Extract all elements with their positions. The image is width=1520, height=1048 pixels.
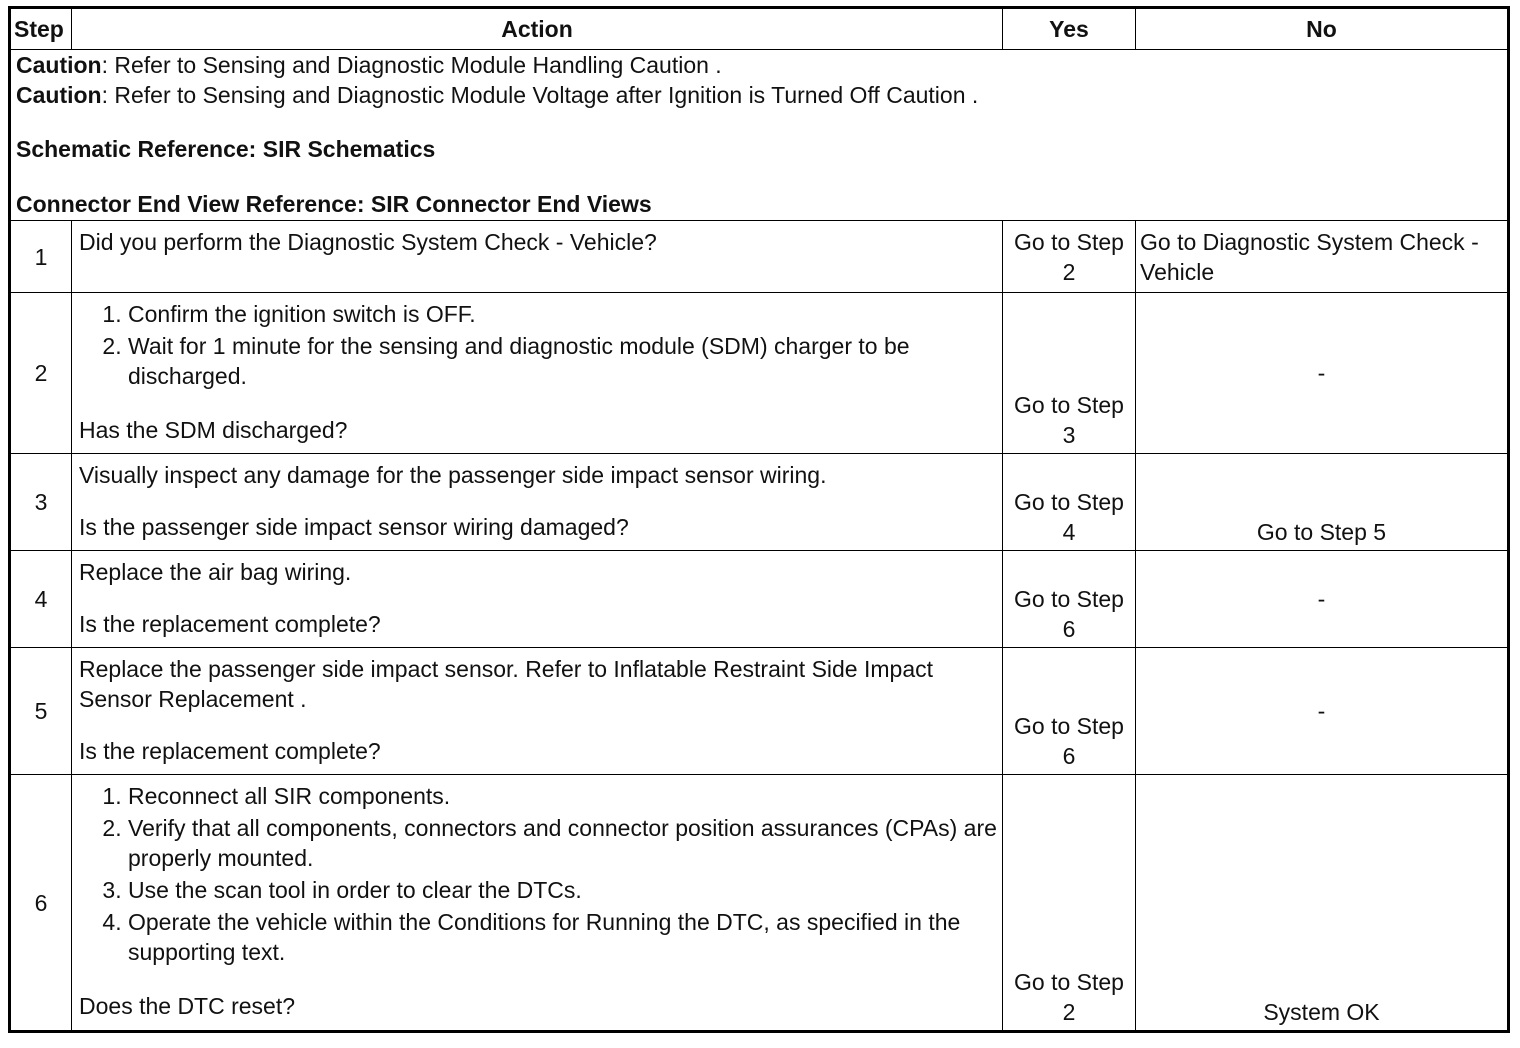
no-cell: Go to Step 5 <box>1136 454 1509 551</box>
action-question: Is the passenger side impact sensor wiring damaged? <box>79 514 629 540</box>
action-list <box>79 781 997 967</box>
yes-cell: Go to Step 6 <box>1003 648 1136 775</box>
no-cell: - <box>1136 648 1509 775</box>
yes-cell: Go to Step 4 <box>1003 454 1136 551</box>
action-cell <box>72 221 1003 293</box>
table-row <box>10 775 1509 1032</box>
action-cell <box>72 648 1003 775</box>
yes-cell: Go to Step 2 <box>1003 775 1136 1032</box>
caution-text: : Refer to Sensing and Diagnostic Module Voltage after Ignition is Turned Off Caution . <box>101 82 979 108</box>
table-row <box>10 293 1509 454</box>
caution-label: Caution <box>16 82 102 108</box>
schematic-reference: Schematic Reference: SIR Schematics <box>16 136 436 162</box>
action-list <box>79 299 997 391</box>
action-question: Is the replacement complete? <box>79 611 381 637</box>
no-cell: - <box>1136 551 1509 648</box>
action-list-item: 2. Verify that all components, connectors and connector position assurances (CPAs) are properly mounted. <box>128 813 997 873</box>
header-no: No <box>1136 8 1509 50</box>
table-row <box>10 221 1509 293</box>
action-list-item: 3. Use the scan tool in order to clear the DTCs. <box>128 875 997 905</box>
diagnostic-table <box>8 6 1510 1033</box>
action-question: Does the DTC reset? <box>79 993 296 1019</box>
action-cell <box>72 775 1003 1032</box>
action-instruction: Replace the air bag wiring. <box>79 559 352 585</box>
no-cell: Go to Diagnostic System Check - Vehicle <box>1136 221 1509 293</box>
action-list-item: 2. Wait for 1 minute for the sensing and diagnostic module (SDM) charger to be discharged. <box>128 331 997 391</box>
header-step: Step <box>10 8 72 50</box>
action-cell <box>72 551 1003 648</box>
action-list-item: 4. Operate the vehicle within the Conditions for Running the DTC, as specified in the supporting text. <box>128 907 997 967</box>
step-number: 6 <box>10 775 72 1032</box>
step-number: 1 <box>10 221 72 293</box>
yes-cell: Go to Step 6 <box>1003 551 1136 648</box>
action-question: Is the replacement complete? <box>79 738 381 764</box>
action-instruction: Visually inspect any damage for the passenger side impact sensor wiring. <box>79 462 827 488</box>
caution-label: Caution <box>16 52 102 78</box>
action-list-item: 1. Confirm the ignition switch is OFF. <box>128 299 997 329</box>
table-row <box>10 551 1509 648</box>
caution-row <box>10 50 1509 221</box>
no-cell: - <box>1136 293 1509 454</box>
header-yes: Yes <box>1003 8 1136 50</box>
step-number: 3 <box>10 454 72 551</box>
yes-cell: Go to Step 3 <box>1003 293 1136 454</box>
action-instruction: Replace the passenger side impact sensor. Refer to Inflatable Restraint Side Impact Sensor Replacement . <box>79 656 934 712</box>
action-question: Did you perform the Diagnostic System Check - Vehicle? <box>79 229 657 255</box>
header-action: Action <box>72 8 1003 50</box>
connector-reference: Connector End View Reference: SIR Connector End Views <box>16 191 652 217</box>
step-number: 4 <box>10 551 72 648</box>
caution-line-2 <box>16 80 1502 110</box>
caution-text: : Refer to Sensing and Diagnostic Module Handling Caution . <box>101 52 722 78</box>
yes-cell: Go to Step 2 <box>1003 221 1136 293</box>
caution-line-1 <box>16 50 1502 80</box>
action-cell <box>72 293 1003 454</box>
table-header-row <box>10 8 1509 50</box>
table-row <box>10 454 1509 551</box>
table-row <box>10 648 1509 775</box>
action-cell <box>72 454 1003 551</box>
action-list-item: 1. Reconnect all SIR components. <box>128 781 997 811</box>
step-number: 5 <box>10 648 72 775</box>
action-question: Has the SDM discharged? <box>79 417 348 443</box>
step-number: 2 <box>10 293 72 454</box>
caution-cell <box>10 50 1509 221</box>
no-cell: System OK <box>1136 775 1509 1032</box>
